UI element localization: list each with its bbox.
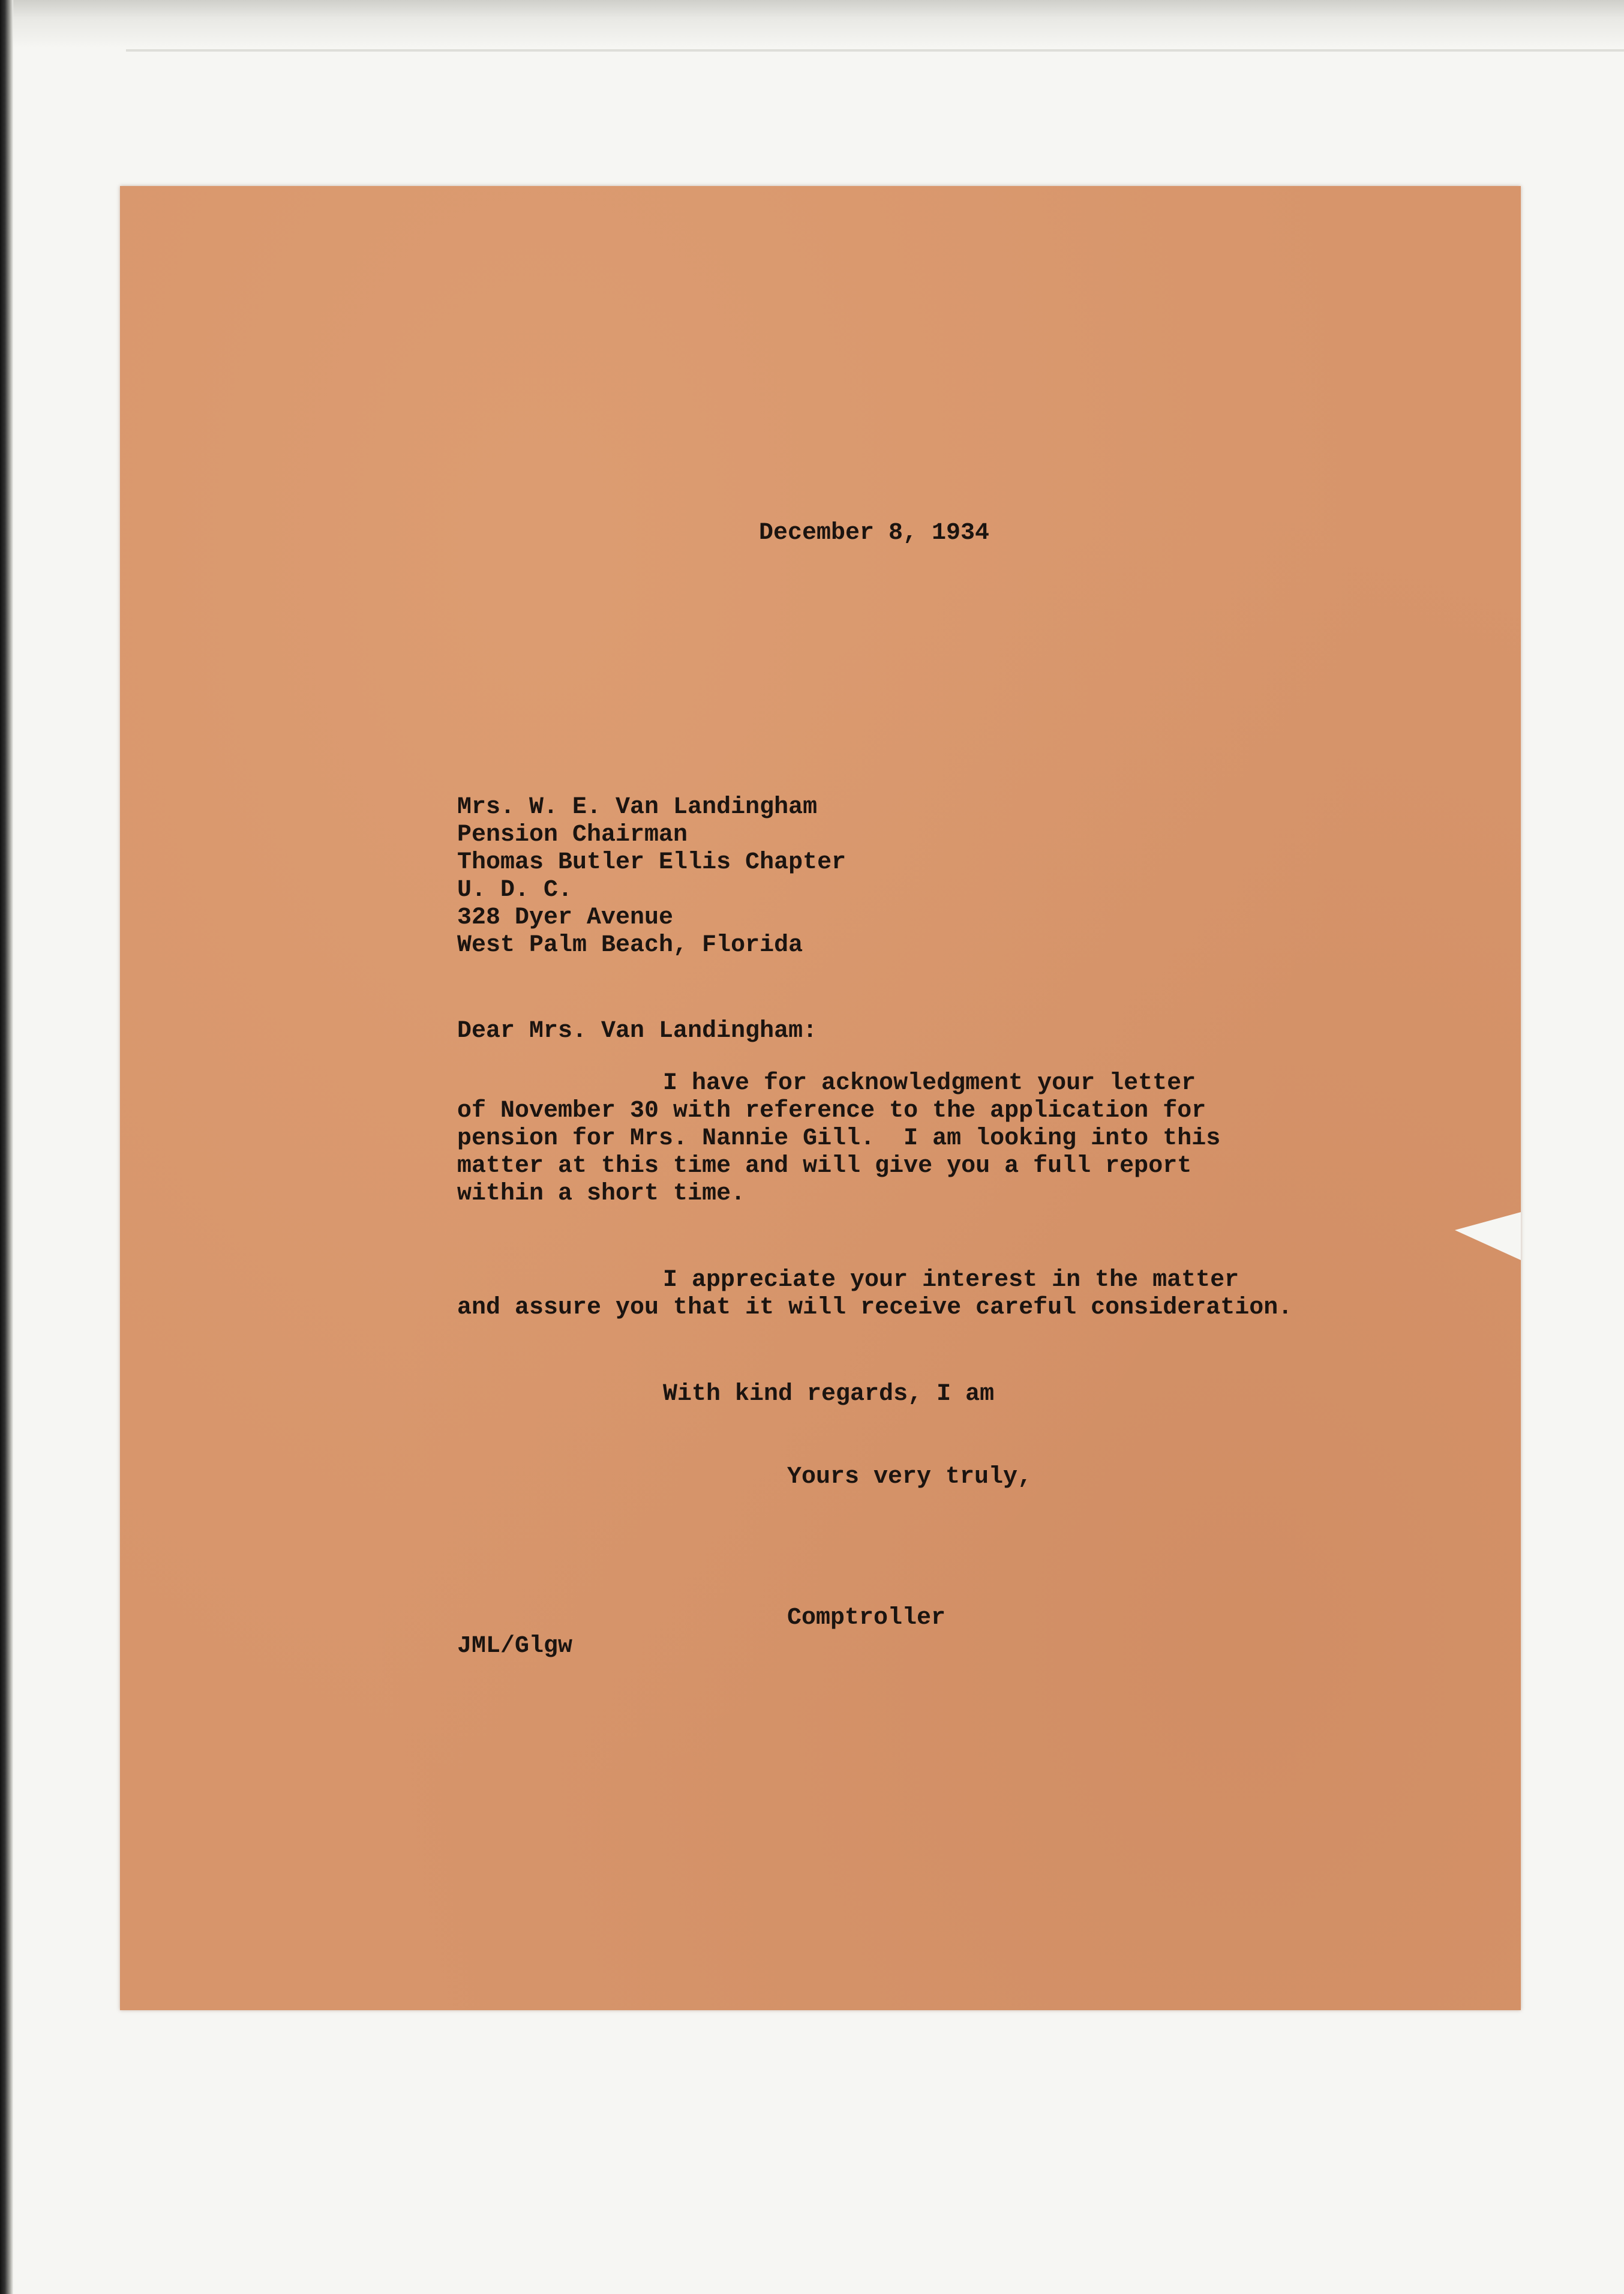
scan-left-edge (0, 0, 13, 2294)
recipient-line: Mrs. W. E. Van Landingham (457, 794, 818, 821)
recipient-line: West Palm Beach, Florida (457, 932, 803, 959)
salutation: Dear Mrs. Van Landingham: (457, 1018, 818, 1045)
signature-title: Comptroller (787, 1605, 946, 1632)
letter-paper (120, 186, 1521, 2010)
paper-tear (1455, 1212, 1521, 1260)
paragraph-line: I have for acknowledgment your letter (663, 1070, 1196, 1097)
paragraph-line: of November 30 with reference to the application for (457, 1097, 1206, 1124)
recipient-line: U. D. C. (457, 877, 573, 904)
recipient-line: Pension Chairman (457, 821, 688, 848)
reference-initials: JML/Glgw (457, 1633, 573, 1660)
paragraph-line: matter at this time and will give you a full report (457, 1153, 1192, 1180)
paragraph-line: within a short time. (457, 1180, 746, 1207)
scan-top-line (126, 49, 1624, 52)
paragraph-line: and assure you that it will receive careful consideration. (457, 1294, 1293, 1321)
recipient-line: 328 Dyer Avenue (457, 904, 674, 931)
recipient-line: Thomas Butler Ellis Chapter (457, 849, 846, 876)
closing-line: With kind regards, I am (663, 1381, 995, 1408)
letter-date: December 8, 1934 (759, 520, 990, 547)
scan-top-edge (0, 0, 1624, 48)
complimentary-close: Yours very truly, (787, 1464, 1032, 1491)
paragraph-line: I appreciate your interest in the matter (663, 1267, 1239, 1294)
paragraph-line: pension for Mrs. Nannie Gill. I am looking into this (457, 1125, 1221, 1152)
